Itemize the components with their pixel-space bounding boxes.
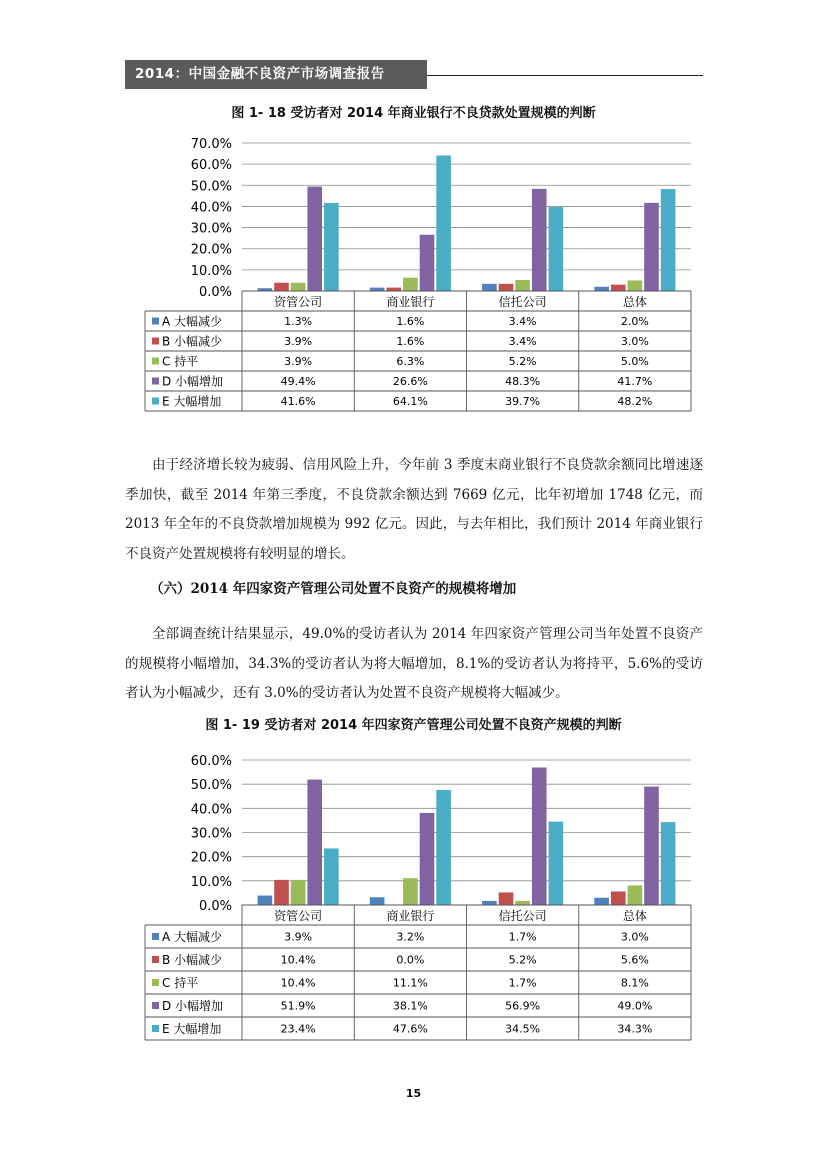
bar-A-1 [370,288,385,291]
category-label: 信托公司 [498,909,547,923]
chart2-container [125,740,703,1055]
data-label: 49.4% [280,375,316,388]
bar-A-3 [594,898,609,905]
y-tick-label: 10.0% [190,874,232,890]
y-tick-label: 30.0% [190,221,232,237]
bar-E-0 [324,848,339,905]
legend-label-A: A 大幅减少 [162,930,223,944]
chart1-caption: 图 1- 18 受访者对 2014 年商业银行不良贷款处置规模的判断 [231,106,596,121]
bar-D-1 [420,235,435,291]
chart1-svg [125,125,703,425]
category-label: 资管公司 [274,295,323,309]
bar-C-3 [628,280,643,291]
data-label: 5.2% [508,953,537,967]
legend-key-D [152,1002,159,1009]
legend-label-C: C 持平 [162,976,199,990]
data-label: 3.9% [284,355,313,368]
data-label: 1.6% [396,335,425,348]
data-label: 5.6% [620,953,649,967]
legend-label-B: B 小幅减少 [162,953,223,967]
bar-C-2 [515,280,530,291]
y-tick-label: 40.0% [190,802,232,818]
bar-D-0 [307,780,322,905]
chart1-container [125,125,703,425]
bar-E-1 [436,155,451,291]
data-label: 6.3% [396,355,425,368]
data-label: 5.0% [620,355,649,368]
y-tick-label: 40.0% [190,200,232,216]
y-tick-label: 60.0% [190,158,232,174]
bar-E-2 [549,822,564,905]
data-label: 56.9% [505,999,541,1013]
y-tick-label: 20.0% [190,850,232,866]
data-label: 8.1% [620,976,649,990]
bar-B-1 [386,288,401,291]
bar-B-0 [274,283,289,291]
y-tick-label: 50.0% [190,778,232,794]
bar-B-0 [274,880,289,905]
paragraph-2-text: 全部调查统计结果显示，49.0%的受访者认为 2014 年四家资产管理公司当年处置不良资产的规模将小幅增加，34.3%的受访者认为将大幅增加，8.1%的受访者认为将持平，5.6%的受访者认为小幅减少，还有 3.0%的受访者认为处置不良资产规模将大幅减少。 [125,626,703,701]
data-label: 39.7% [505,395,541,408]
data-label: 11.1% [392,976,428,990]
bar-E-0 [324,203,339,291]
data-label: 64.1% [392,395,428,408]
legend-key-D [152,378,159,385]
y-tick-label: 20.0% [190,242,232,258]
bar-C-1 [403,878,418,905]
data-label: 47.6% [392,1022,428,1036]
bar-B-3 [611,891,626,905]
data-label: 3.9% [284,930,313,944]
bar-A-0 [258,896,273,905]
bar-E-3 [661,189,676,291]
y-tick-label: 0.0% [198,285,232,300]
bar-C-3 [628,885,643,905]
page-number: 15 [405,1087,422,1100]
data-label: 3.2% [396,930,425,944]
data-label: 10.4% [280,953,316,967]
data-label: 41.6% [280,395,316,408]
data-label: 3.4% [508,335,537,348]
legend-key-E [152,398,159,405]
y-tick-label: 0.0% [198,899,232,914]
legend-label-D: D 小幅增加 [162,999,224,1013]
legend-label-E: E 大幅增加 [162,1022,222,1036]
legend-label-E: E 大幅增加 [162,394,222,409]
legend-key-B [152,956,159,963]
data-label: 48.3% [505,375,541,388]
body-paragraph-2 [125,620,703,709]
data-label: 34.3% [617,1022,653,1036]
legend-key-A [152,933,159,940]
data-label: 41.7% [617,375,653,388]
legend-label-C: C 持平 [162,354,199,369]
chart2-caption: 图 1- 19 受访者对 2014 年四家资产管理公司处置不良资产规模的判断 [205,718,622,733]
data-label: 1.3% [284,315,313,328]
data-label: 3.0% [620,335,649,348]
bar-A-2 [482,901,497,905]
bar-D-1 [420,813,435,905]
data-label: 2.0% [620,315,649,328]
legend-label-D: D 小幅增加 [162,374,224,389]
y-tick-label: 70.0% [190,137,232,152]
legend-key-E [152,1025,159,1032]
bar-A-3 [594,287,609,291]
legend-key-A [152,318,159,325]
y-tick-label: 10.0% [190,263,232,279]
data-label: 23.4% [280,1022,316,1036]
category-label: 商业银行 [386,295,435,309]
y-tick-label: 30.0% [190,826,232,842]
data-label: 10.4% [280,976,316,990]
data-label: 3.9% [284,335,313,348]
bar-C-1 [403,278,418,291]
bar-B-2 [499,892,514,905]
data-label: 51.9% [280,999,316,1013]
y-tick-label: 50.0% [190,179,232,195]
bar-E-3 [661,822,676,905]
category-label: 信托公司 [498,295,547,309]
bar-C-2 [515,901,530,905]
bar-A-1 [370,897,385,905]
bar-C-0 [291,880,306,905]
bar-E-2 [549,207,564,291]
data-label: 38.1% [392,999,428,1013]
data-label: 1.7% [508,976,537,990]
y-tick-label: 60.0% [190,754,232,769]
data-label: 34.5% [505,1022,541,1036]
data-label: 0.0% [396,953,425,967]
bar-B-2 [499,284,514,291]
paragraph-1-text: 由于经济增长较为疲弱、信用风险上升，今年前 3 季度末商业银行不良贷款余额同比增速逐季加快，截至 2014 年第三季度，不良贷款余额达到 7669 亿元，比年初增加 1748 亿元，而 2013 年全年的不良贷款增加规模为 992 亿元。因此，与去年相比，我们预计 2014 年商业银行不良资产处置规模将有较明显的增长。 [125,457,703,562]
bar-A-2 [482,284,497,291]
category-label: 资管公司 [274,909,323,923]
category-label: 总体 [622,295,647,309]
category-label: 总体 [622,909,647,923]
body-paragraph-1 [125,451,703,569]
bar-B-3 [611,285,626,291]
header-rule [427,75,703,76]
bar-D-0 [307,187,322,291]
bar-E-1 [436,790,451,905]
data-label: 1.6% [396,315,425,328]
section-heading-6: （六）2014 年四家资产管理公司处置不良资产的规模将增加 [150,581,517,597]
legend-key-B [152,338,159,345]
data-label: 5.2% [508,355,537,368]
category-label: 商业银行 [386,909,435,923]
bar-C-0 [291,283,306,291]
legend-key-C [152,358,159,365]
data-label: 49.0% [617,999,653,1013]
data-label: 48.2% [617,395,653,408]
legend-label-A: A 大幅减少 [162,314,223,329]
bar-D-2 [532,767,547,905]
bar-D-3 [644,787,659,905]
data-label: 1.7% [508,930,537,944]
report-header-title: 2014：中国金融不良资产市场调查报告 [125,60,427,89]
legend-label-B: B 小幅减少 [162,334,223,349]
data-label: 3.4% [508,315,537,328]
bar-D-2 [532,189,547,291]
bar-D-3 [644,203,659,291]
chart2-svg [125,740,703,1055]
data-label: 26.6% [392,375,428,388]
legend-key-C [152,979,159,986]
data-label: 3.0% [620,930,649,944]
